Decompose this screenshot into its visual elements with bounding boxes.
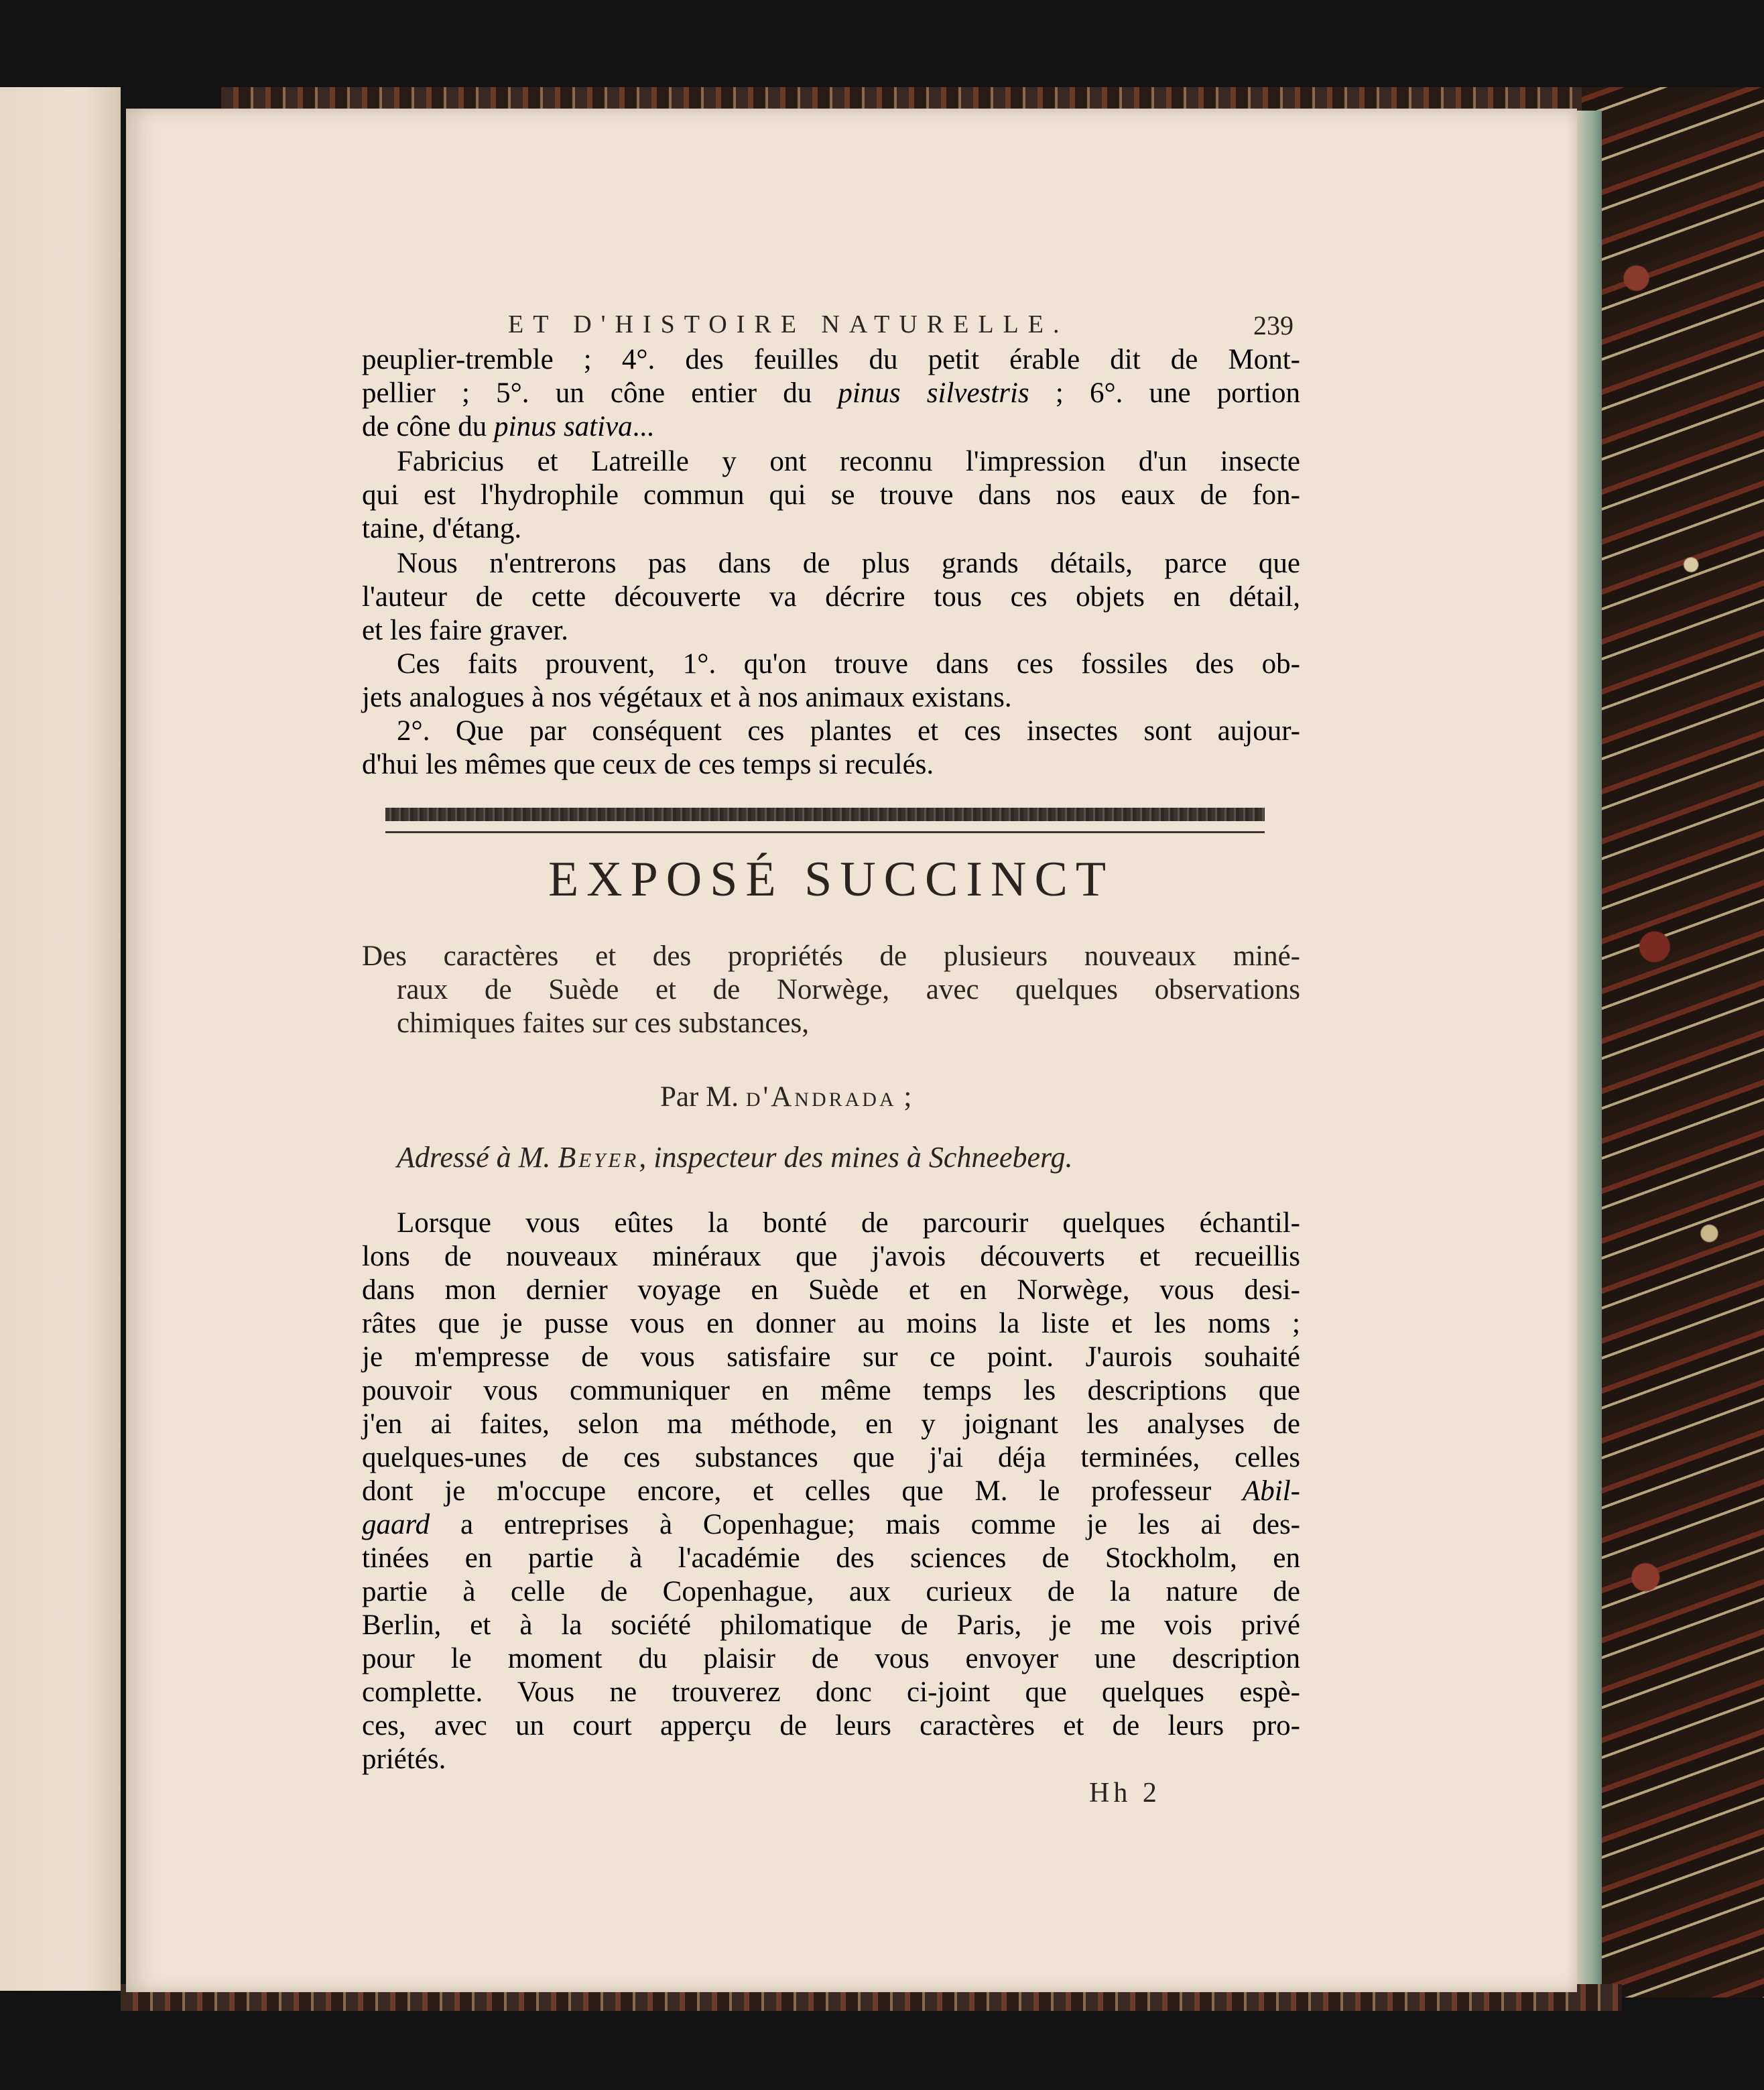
text-line: Ces faits prouvent, 1°. qu'on trouve dans ces fossiles des ob-: [397, 648, 1300, 680]
text-line: priétés.: [362, 1743, 446, 1775]
text-line: râtes que je pusse vous en donner au moins la liste et les noms ;: [362, 1308, 1300, 1339]
text-line: tinées en partie à l'académie des sciences de Stockholm, en: [362, 1542, 1300, 1574]
subtitle-line: Des caractères et des propriétés de plusieurs nouveaux miné-: [362, 940, 1300, 972]
marbled-cover-right: [1582, 87, 1764, 1997]
section-rule-thick: [385, 808, 1265, 821]
text-line: pour le moment du plaisir de vous envoyer une description: [362, 1643, 1300, 1674]
subtitle-line: chimiques faites sur ces substances,: [397, 1007, 809, 1039]
text-line: j'en ai faites, selon ma méthode, en y joignant les analyses de: [362, 1408, 1300, 1440]
text-line: partie à celle de Copenhague, aux curieux de la nature de: [362, 1576, 1300, 1607]
section-rule-thin: [385, 831, 1265, 833]
text-line: 2°. Que par conséquent ces plantes et ces insectes sont aujour-: [397, 715, 1300, 747]
text-line: peuplier-tremble ; 4°. des feuilles du petit érable dit de Mont-: [362, 344, 1300, 375]
text-line: complette. Vous ne trouverez donc ci-joint que quelques espè-: [362, 1676, 1300, 1708]
text-line: dont je m'occupe encore, et celles que M. le professeur Abil-: [362, 1475, 1300, 1507]
text-line: dans mon dernier voyage en Suède et en Norwège, vous desi-: [362, 1274, 1300, 1306]
text-line: l'auteur de cette découverte va décrire tous ces objets en détail,: [362, 581, 1300, 613]
author-line: Par M. d'Andrada ;: [660, 1081, 912, 1113]
text-line: pouvoir vous communiquer en même temps les descriptions que: [362, 1375, 1300, 1406]
addressee-line: Adressé à M. Beyer, inspecteur des mines à Schneeberg.: [397, 1141, 1073, 1174]
text-line: quelques-unes de ces substances que j'ai déja terminées, celles: [362, 1442, 1300, 1473]
text-line: et les faire graver.: [362, 615, 568, 646]
text-line: Berlin, et à la société philomatique de Paris, je me vois privé: [362, 1609, 1300, 1641]
signature-mark: Hh 2: [1089, 1778, 1161, 1808]
text-line: Nous n'entrerons pas dans de plus grands détails, parce que: [397, 548, 1300, 579]
text-line: gaard a entreprises à Copenhague; mais comme je les ai des-: [362, 1509, 1300, 1540]
author-name: d'Andrada: [745, 1081, 897, 1113]
left-page-edge: [0, 87, 121, 1991]
text-line: de cône du pinus sativa...: [362, 411, 654, 442]
article-title: EXPOSÉ SUCCINCT: [548, 852, 1115, 907]
text-line: Fabricius et Latreille y ont reconnu l'impression d'un insecte: [397, 446, 1300, 477]
running-head: ET D'HISTOIRE NATURELLE.: [508, 310, 1069, 339]
text-line: Lorsque vous eûtes la bonté de parcourir quelques échantil-: [397, 1207, 1300, 1239]
text-line: pellier ; 5°. un cône entier du pinus silvestris ; 6°. une portion: [362, 377, 1301, 409]
page-fore-edge: [1575, 111, 1602, 1984]
addressee-name: Beyer: [558, 1141, 639, 1174]
text-line: ces, avec un court apperçu de leurs caractères et de leurs pro-: [362, 1710, 1300, 1741]
text-line: taine, d'étang.: [362, 513, 522, 544]
text-line: jets analogues à nos végétaux et à nos animaux existans.: [362, 682, 1012, 713]
text-line: je m'empresse de vous satisfaire sur ce point. J'aurois souhaité: [362, 1341, 1300, 1373]
text-line: d'hui les mêmes que ceux de ces temps si reculés.: [362, 749, 934, 780]
subtitle-line: raux de Suède et de Norwège, avec quelques observations: [397, 974, 1300, 1005]
page-number: 239: [1253, 310, 1294, 341]
text-line: lons de nouveaux minéraux que j'avois découverts et recueillis: [362, 1241, 1300, 1272]
text-line: qui est l'hydrophile commun qui se trouve dans nos eaux de fon-: [362, 479, 1300, 511]
